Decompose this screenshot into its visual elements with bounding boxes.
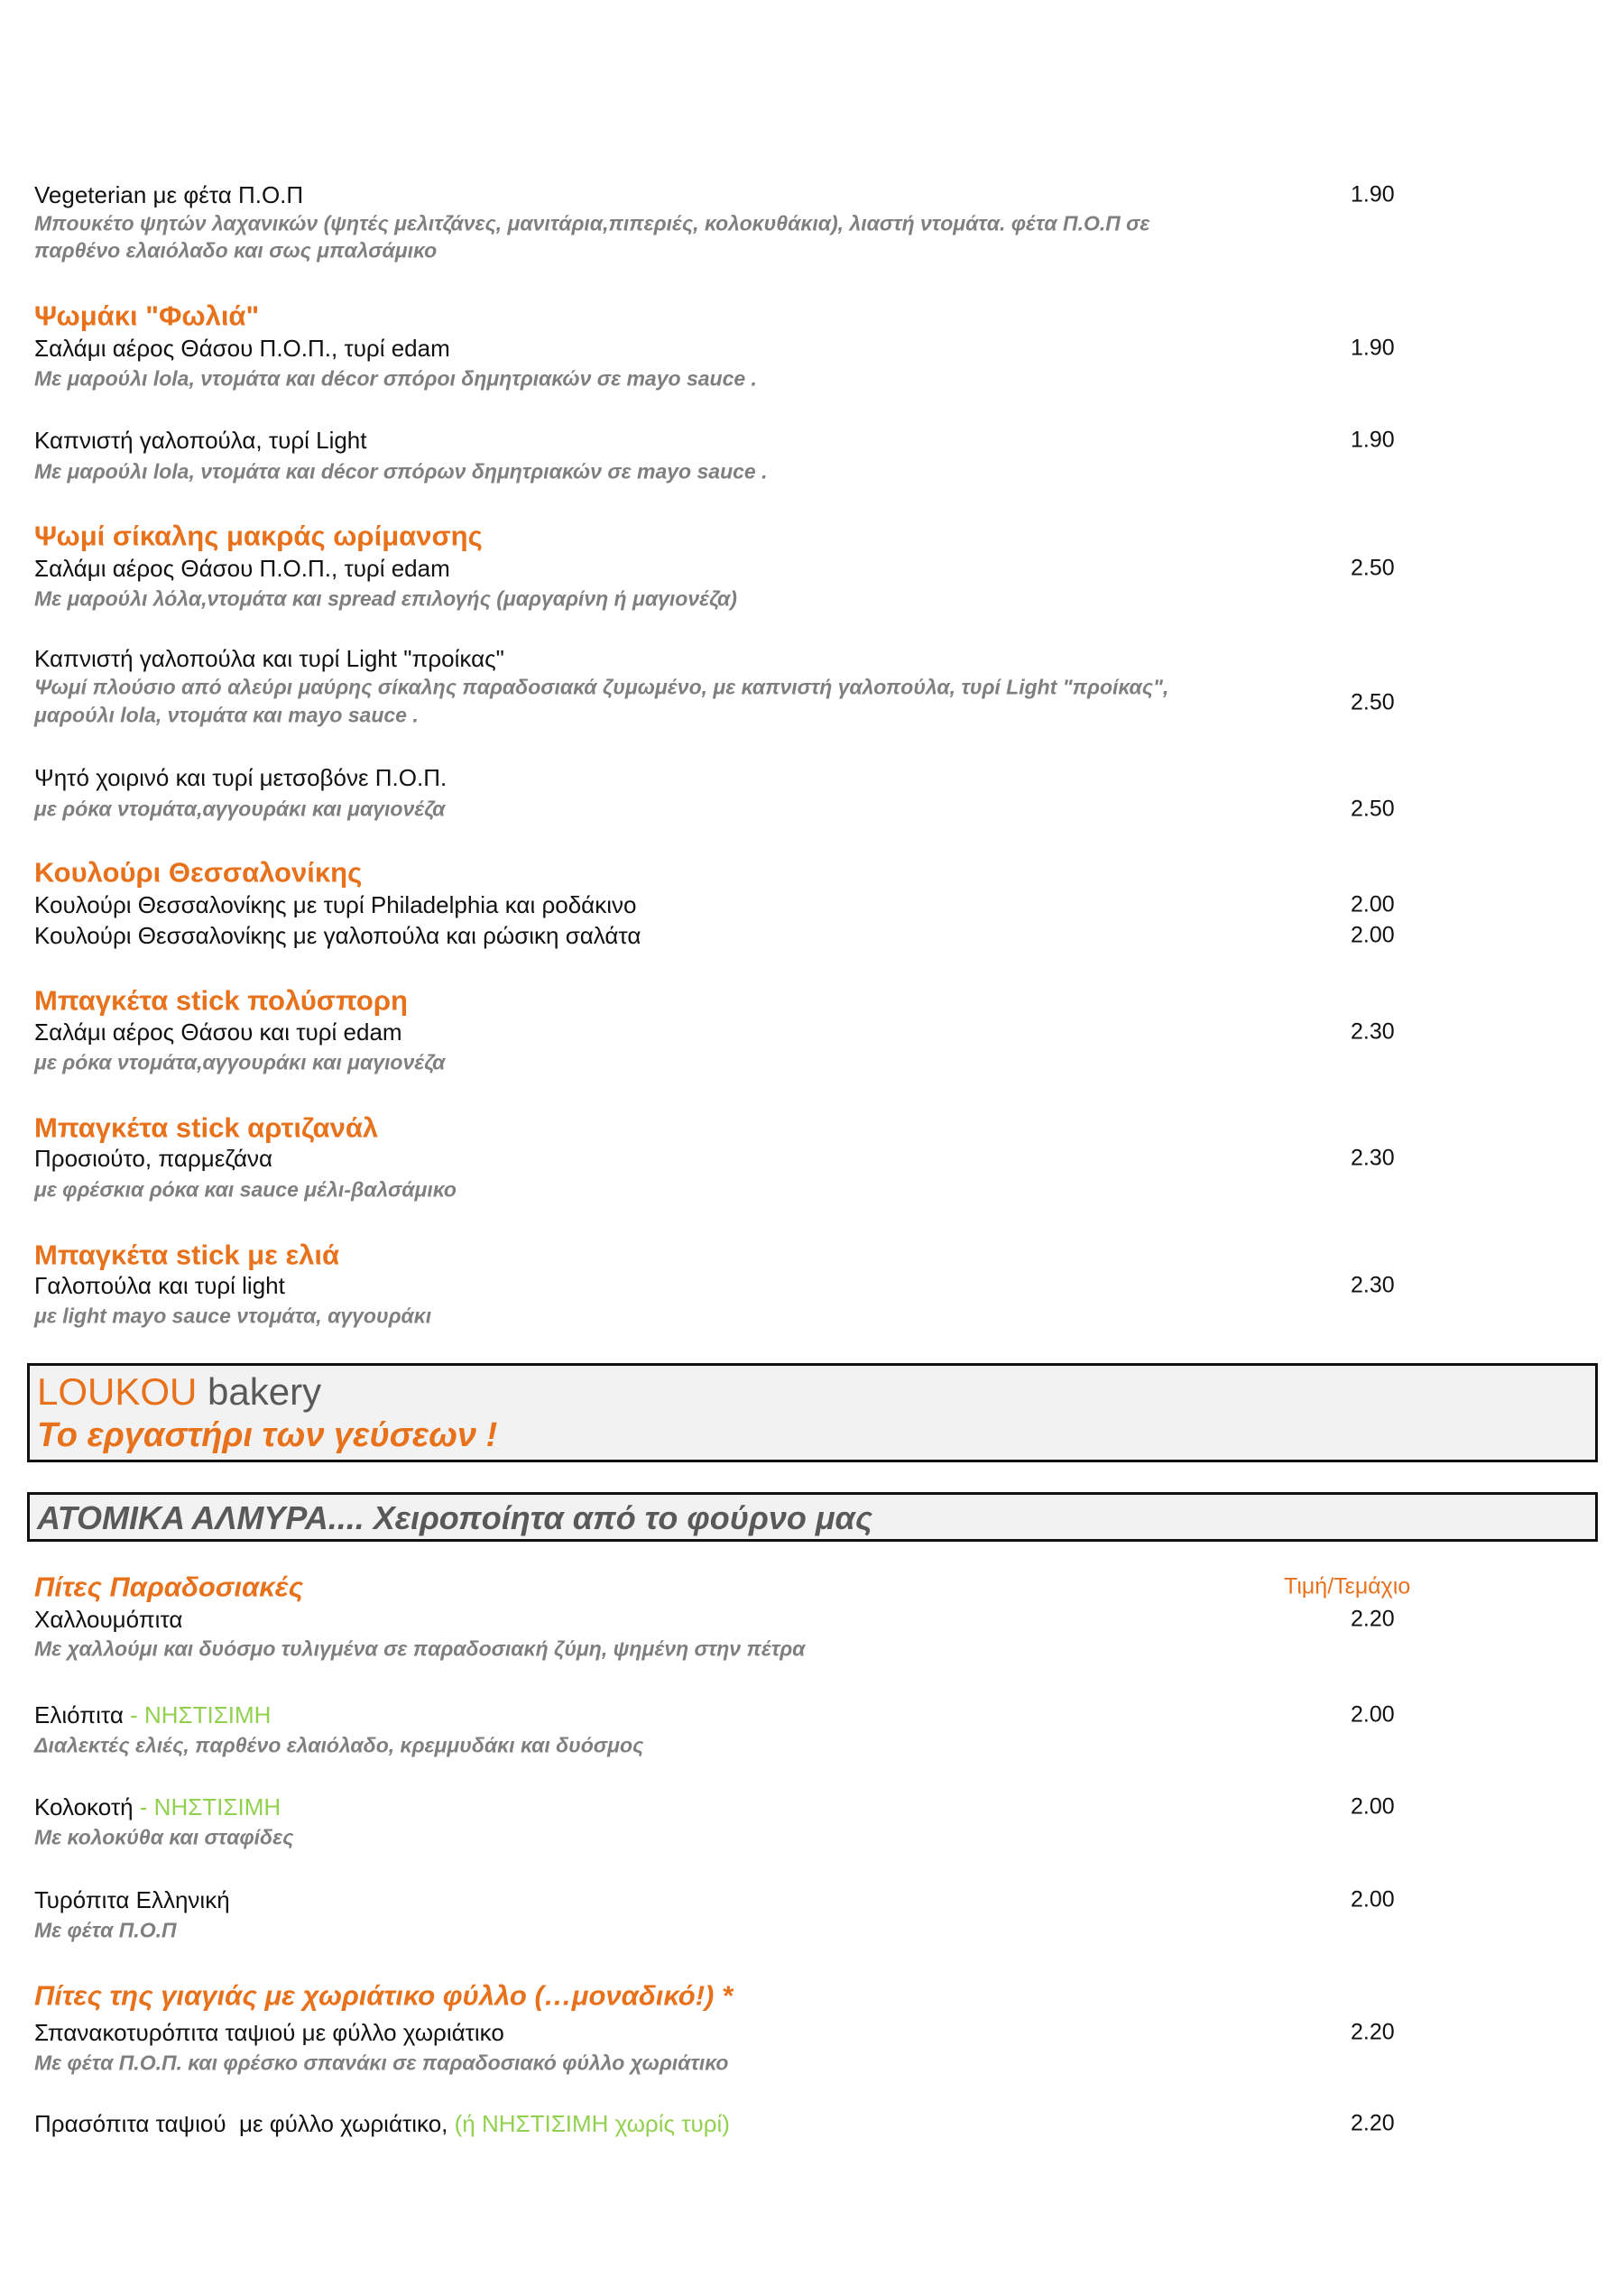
item-desc: Ψωμί πλούσιο από αλεύρι μαύρης σίκαλης παραδοσιακά ζυμωμένο, με καπνιστή γαλοπούλα, τυρί Light "προίκας", bbox=[34, 675, 1169, 699]
item-price: 2.20 bbox=[1351, 1606, 1395, 1632]
brand-name: LOUKOU bbox=[37, 1370, 198, 1413]
item-desc: Διαλεκτές ελιές, παρθένο ελαιόλαδο, κρεμμυδάκι και δυόσμος bbox=[34, 1733, 644, 1757]
item-price: 2.50 bbox=[1351, 555, 1395, 581]
item-desc: Με φέτα Π.Ο.Π. και φρέσκο σπανάκι σε παραδοσιακό φύλλο χωριάτικο bbox=[34, 2051, 729, 2075]
item-desc: Με μαρούλι lola, ντομάτα και décor σπόρων δημητριακών σε mayo sauce . bbox=[34, 459, 768, 484]
item-name: Σπανακοτυρόπιτα ταψιού με φύλλο χωριάτικο bbox=[34, 2019, 504, 2046]
item-desc: Με μαρούλι λόλα,ντομάτα και spread επιλογής (μαργαρίνη ή μαγιονέζα) bbox=[34, 586, 737, 611]
item-price: 1.90 bbox=[1351, 181, 1395, 207]
item-desc: παρθένο ελαιόλαδο και σως μπαλσάμικο bbox=[34, 238, 438, 263]
item-name: Χαλλουμόπιτα bbox=[34, 1606, 183, 1633]
item-desc: με ρόκα ντομάτα,αγγουράκι και μαγιονέζα bbox=[34, 1050, 446, 1074]
vegan-tag: - ΝΗΣΤΙΣΙΜΗ bbox=[123, 1701, 272, 1728]
item-price: 1.90 bbox=[1351, 427, 1395, 453]
item-name: Καπνιστή γαλοπούλα, τυρί Light bbox=[34, 427, 367, 454]
section-heading: Κουλούρι Θεσσαλονίκης bbox=[34, 856, 363, 889]
item-name: Ψητό χοιρινό και τυρί μετσοβόνε Π.Ο.Π. bbox=[34, 764, 448, 791]
item-price: 1.90 bbox=[1351, 335, 1395, 361]
brand-banner bbox=[27, 1363, 1598, 1462]
brand-title bbox=[37, 1370, 322, 1413]
brand-tagline: Το εργαστήρι των γεύσεων ! bbox=[37, 1416, 498, 1454]
item-name: Γαλοπούλα και τυρί light bbox=[34, 1272, 285, 1299]
item-price: 2.50 bbox=[1351, 796, 1395, 822]
item-name: Καπνιστή γαλοπούλα και τυρί Light "προίκας" bbox=[34, 645, 504, 672]
item-price: 2.20 bbox=[1351, 2110, 1395, 2136]
item-price: 2.00 bbox=[1351, 891, 1395, 917]
item-name: Κουλούρι Θεσσαλονίκης με γαλοπούλα και ρώσικη σαλάτα bbox=[34, 922, 641, 949]
item-price: 2.00 bbox=[1351, 1793, 1395, 1820]
item-name-text: Ελιόπιτα bbox=[34, 1701, 124, 1728]
item-name: Σαλάμι αέρος Θάσου Π.Ο.Π., τυρί edam bbox=[34, 555, 450, 582]
item-desc: Με φέτα Π.Ο.Π bbox=[34, 1918, 177, 1942]
price-column-header: Τιμή/Τεμάχιο bbox=[1284, 1573, 1411, 1599]
item-price: 2.20 bbox=[1351, 2019, 1395, 2045]
section-heading: Μπαγκέτα stick με ελιά bbox=[34, 1239, 340, 1271]
item-price: 2.00 bbox=[1351, 1701, 1395, 1728]
section-heading: Μπαγκέτα stick πολύσπορη bbox=[34, 984, 408, 1017]
item-price: 2.50 bbox=[1351, 689, 1395, 715]
item-price: 2.30 bbox=[1351, 1272, 1395, 1298]
item-desc: μαρούλι lola, ντομάτα και mayo sauce . bbox=[34, 703, 419, 727]
section-heading: Μπαγκέτα stick αρτιζανάλ bbox=[34, 1111, 379, 1144]
item-price: 2.00 bbox=[1351, 922, 1395, 948]
section-heading: Πίτες Παραδοσιακές bbox=[34, 1571, 304, 1603]
item-name-text: Πρασόπιτα ταψιού με φύλλο χωριάτικο, bbox=[34, 2110, 455, 2137]
item-name: Vegeterian με φέτα Π.Ο.Π bbox=[34, 181, 304, 208]
section-heading: Ψωμί σίκαλης μακράς ωρίμανσης bbox=[34, 520, 483, 552]
item-name bbox=[34, 1703, 271, 1727]
category-box bbox=[27, 1492, 1598, 1542]
vegan-tag: (ή ΝΗΣΤΙΣΙΜΗ χωρίς τυρί) bbox=[454, 2110, 730, 2137]
item-desc: με light mayo sauce ντομάτα, αγγουράκι bbox=[34, 1304, 432, 1328]
item-name: Προσιούτο, παρμεζάνα bbox=[34, 1145, 273, 1172]
item-desc: Μπουκέτο ψητών λαχανικών (ψητές μελιτζάνες, μανιτάρια,πιπεριές, κολοκυθάκια), λιαστή ντομάτα. φέτα Π.Ο.Π σε bbox=[34, 211, 1150, 235]
item-desc: Με κολοκύθα και σταφίδες bbox=[34, 1825, 294, 1849]
category-title: ΑΤΟΜΙΚΑ ΑΛΜΥΡΑ.... Χειροποίητα από το φούρνο μας bbox=[37, 1499, 873, 1536]
item-name-text: Κολοκοτή bbox=[34, 1793, 134, 1820]
item-name: Σαλάμι αέρος Θάσου και τυρί edam bbox=[34, 1018, 402, 1046]
item-name: Σαλάμι αέρος Θάσου Π.Ο.Π., τυρί edam bbox=[34, 335, 450, 362]
item-price: 2.30 bbox=[1351, 1018, 1395, 1045]
section-heading: Πίτες της γιαγιάς με χωριάτικο φύλλο (…μοναδικό!) * bbox=[34, 1979, 734, 2012]
item-name bbox=[34, 2112, 730, 2135]
item-name bbox=[34, 1795, 281, 1819]
section-heading: Ψωμάκι "Φωλιά" bbox=[34, 300, 260, 332]
item-price: 2.00 bbox=[1351, 1886, 1395, 1912]
item-desc: Με μαρούλι lola, ντομάτα και décor σπόροι δημητριακών σε mayo sauce . bbox=[34, 366, 757, 391]
item-desc: με φρέσκια ρόκα και sauce μέλι-βαλσάμικο bbox=[34, 1177, 457, 1202]
vegan-tag: - ΝΗΣΤΙΣΙΜΗ bbox=[133, 1793, 281, 1820]
brand-suffix: bakery bbox=[208, 1370, 322, 1413]
item-price: 2.30 bbox=[1351, 1145, 1395, 1171]
item-desc: με ρόκα ντομάτα,αγγουράκι και μαγιονέζα bbox=[34, 797, 446, 821]
item-name: Τυρόπιτα Ελληνική bbox=[34, 1886, 230, 1913]
item-desc: Με χαλλούμι και δυόσμο τυλιγμένα σε παραδοσιακή ζύμη, ψημένη στην πέτρα bbox=[34, 1636, 806, 1661]
item-name: Κουλούρι Θεσσαλονίκης με τυρί Philadelphia και ροδάκινο bbox=[34, 891, 637, 918]
